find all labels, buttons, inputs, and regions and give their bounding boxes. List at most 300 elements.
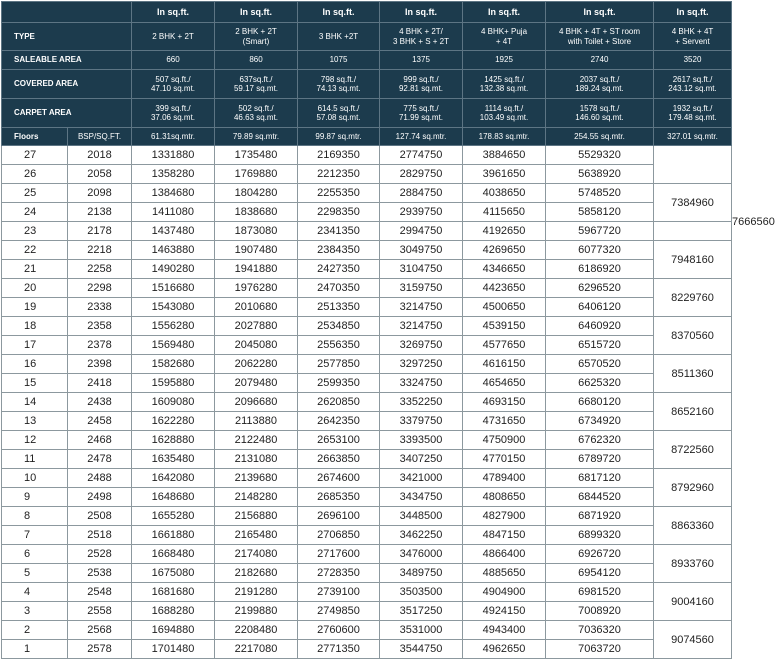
floor-row <box>2 393 732 412</box>
unit-price: 2749850 <box>298 602 380 621</box>
unit-price: 6570520 <box>546 355 654 374</box>
unit-covered-text: 47.10 sq.mt. <box>150 84 196 93</box>
unit-price: 1516680 <box>132 279 215 298</box>
unit-price: 4038650 <box>463 184 546 203</box>
unit-carpet-text: 1578 sq.ft./ <box>579 103 620 113</box>
unit-price: 3352250 <box>380 393 463 412</box>
floor-row <box>2 488 732 507</box>
unit-saleable <box>380 51 463 70</box>
unit-price: 4423650 <box>463 279 546 298</box>
bsp-rate: 2478 <box>68 450 132 469</box>
floor-row <box>2 602 732 621</box>
unit-carpet-text: 179.48 sq.mt. <box>668 113 717 122</box>
unit-covered-text: 74.13 sq.mt. <box>316 84 361 93</box>
unit-type-text: 3 BHK +2T <box>318 31 359 41</box>
unit-price: 1804280 <box>215 184 298 203</box>
unit-price: 6954120 <box>546 564 654 583</box>
unit-carpet-text: 502 sq.ft./ <box>238 103 274 113</box>
covered-label: COVERED AREA <box>2 70 132 99</box>
unit-price: 6899320 <box>546 526 654 545</box>
floor-number: 24 <box>2 203 68 222</box>
servent-unit-price: 7948160 <box>654 241 732 279</box>
unit-metric <box>298 128 380 146</box>
unit-price: 6734920 <box>546 412 654 431</box>
unit-price: 2706850 <box>298 526 380 545</box>
servent-unit-price: 8792960 <box>654 469 732 507</box>
unit-price: 4500650 <box>463 298 546 317</box>
unit-covered-text: 999 sq.ft./ <box>403 74 439 84</box>
unit-price: 2298350 <box>298 203 380 222</box>
unit-price: 2599350 <box>298 374 380 393</box>
unit-price: 7008920 <box>546 602 654 621</box>
bsp-rate: 2358 <box>68 317 132 336</box>
unit-price: 1648680 <box>132 488 215 507</box>
unit-carpet-text: 103.49 sq.mt. <box>479 113 529 122</box>
unit-price: 1941880 <box>215 260 298 279</box>
unit-row <box>2 2 732 23</box>
unit-carpet <box>463 99 546 128</box>
unit-price: 4827900 <box>463 507 546 526</box>
unit-price: 4962650 <box>463 640 546 659</box>
floor-number: 17 <box>2 336 68 355</box>
bsp-rate: 2458 <box>68 412 132 431</box>
unit-price: 1655280 <box>132 507 215 526</box>
unit-price: 6926720 <box>546 545 654 564</box>
unit-price: 3476000 <box>380 545 463 564</box>
floor-row <box>2 507 732 526</box>
unit-label-text: In sq.ft. <box>322 6 355 17</box>
unit-price: 4924150 <box>463 602 546 621</box>
unit-label-text: In sq.ft. <box>405 6 437 17</box>
floor-number: 2 <box>2 621 68 640</box>
unit-carpet-text: 1114 sq.ft./ <box>484 103 524 113</box>
unit-price: 3324750 <box>380 374 463 393</box>
unit-metric <box>654 128 732 146</box>
unit-price: 5748520 <box>546 184 654 203</box>
unit-covered <box>298 70 380 99</box>
bsp-rate: 2378 <box>68 336 132 355</box>
unit-price: 1681680 <box>132 583 215 602</box>
unit-price: 5858120 <box>546 203 654 222</box>
unit-label <box>132 2 215 23</box>
unit-price: 3159750 <box>380 279 463 298</box>
servent-unit-price: 9074560 <box>654 621 732 659</box>
unit-price: 2728350 <box>298 564 380 583</box>
unit-price: 4577650 <box>463 336 546 355</box>
bsp-label: BSP/SQ.FT. <box>68 128 132 146</box>
unit-carpet-text: 146.60 sq.mt. <box>575 113 624 122</box>
unit-price: 2513350 <box>298 298 380 317</box>
unit-covered-text: 2037 sq.ft./ <box>579 74 620 84</box>
unit-price: 2010680 <box>215 298 298 317</box>
unit-type-text: 2 BHK + 2T <box>152 31 194 41</box>
bsp-rate: 2058 <box>68 165 132 184</box>
bsp-rate: 2218 <box>68 241 132 260</box>
unit-price: 3421000 <box>380 469 463 488</box>
unit-type <box>215 23 298 51</box>
unit-price: 6406120 <box>546 298 654 317</box>
unit-carpet <box>298 99 380 128</box>
unit-metric-text: 178.83 sq.mtr. <box>478 131 530 141</box>
unit-price: 2994750 <box>380 222 463 241</box>
floor-row <box>2 431 732 450</box>
saleable-row <box>2 51 732 70</box>
unit-price: 3379750 <box>380 412 463 431</box>
unit-price: 4346650 <box>463 260 546 279</box>
unit-saleable-text: 660 <box>166 55 180 65</box>
floor-row <box>2 279 732 298</box>
floor-number: 1 <box>2 640 68 659</box>
floors-label: Floors <box>2 128 68 146</box>
unit-carpet-text: 37.06 sq.mt. <box>150 113 196 122</box>
floor-number: 16 <box>2 355 68 374</box>
bsp-rate: 2338 <box>68 298 132 317</box>
unit-covered-text: 1425 sq.ft./ <box>484 74 524 84</box>
unit-type <box>298 23 380 51</box>
unit-price: 2027880 <box>215 317 298 336</box>
unit-price: 2663850 <box>298 450 380 469</box>
unit-price: 6460920 <box>546 317 654 336</box>
unit-saleable-text: 3520 <box>683 55 702 65</box>
unit-covered-text: 637sq.ft./ <box>239 74 273 84</box>
unit-price: 2717600 <box>298 545 380 564</box>
unit-price: 2642350 <box>298 412 380 431</box>
unit-price: 1873080 <box>215 222 298 241</box>
bsp-rate: 2508 <box>68 507 132 526</box>
unit-price: 4616150 <box>463 355 546 374</box>
unit-price: 2620850 <box>298 393 380 412</box>
unit-price: 3884650 <box>463 146 546 165</box>
unit-price: 3517250 <box>380 602 463 621</box>
unit-type-text: (Smart) <box>242 36 270 46</box>
unit-price: 3269750 <box>380 336 463 355</box>
unit-price: 3961650 <box>463 165 546 184</box>
unit-price: 7036320 <box>546 621 654 640</box>
unit-saleable <box>463 51 546 70</box>
floor-row <box>2 165 732 184</box>
unit-price: 1769880 <box>215 165 298 184</box>
unit-metric-text: 127.74 sq.mtr. <box>395 131 447 141</box>
unit-price: 2169350 <box>298 146 380 165</box>
unit-price: 1668480 <box>132 545 215 564</box>
unit-price: 3434750 <box>380 488 463 507</box>
unit-price: 4885650 <box>463 564 546 583</box>
unit-price: 2653100 <box>298 431 380 450</box>
servent-unit-price: 8229760 <box>654 279 732 317</box>
unit-price: 2156880 <box>215 507 298 526</box>
unit-covered <box>132 70 215 99</box>
unit-type <box>132 23 215 51</box>
unit-price: 3544750 <box>380 640 463 659</box>
unit-price: 3104750 <box>380 260 463 279</box>
unit-price: 2760600 <box>298 621 380 640</box>
servent-unit-price: 9004160 <box>654 583 732 621</box>
unit-saleable <box>215 51 298 70</box>
unit-price: 1675080 <box>132 564 215 583</box>
unit-price: 2774750 <box>380 146 463 165</box>
unit-carpet-text: 46.63 sq.mt. <box>233 113 279 122</box>
unit-price: 4750900 <box>463 431 546 450</box>
unit-price: 6680120 <box>546 393 654 412</box>
unit-price: 5529320 <box>546 146 654 165</box>
unit-saleable <box>298 51 380 70</box>
unit-price: 4789400 <box>463 469 546 488</box>
unit-price: 2174080 <box>215 545 298 564</box>
bsp-rate: 2548 <box>68 583 132 602</box>
unit-price: 3049750 <box>380 241 463 260</box>
floor-number: 5 <box>2 564 68 583</box>
floor-row <box>2 317 732 336</box>
unit-price: 2148280 <box>215 488 298 507</box>
servent-unit-price: 8933760 <box>654 545 732 583</box>
floor-number: 18 <box>2 317 68 336</box>
unit-price: 2122480 <box>215 431 298 450</box>
unit-price: 3407250 <box>380 450 463 469</box>
bsp-rate: 2298 <box>68 279 132 298</box>
floor-row <box>2 336 732 355</box>
unit-price: 6762320 <box>546 431 654 450</box>
unit-price: 1582680 <box>132 355 215 374</box>
unit-metric-text: 61.31sq.mtr. <box>150 131 196 141</box>
unit-saleable-text: 1075 <box>329 55 348 65</box>
unit-price: 2674600 <box>298 469 380 488</box>
unit-price: 4539150 <box>463 317 546 336</box>
unit-label-text: In sq.ft. <box>240 6 272 17</box>
unit-price: 6981520 <box>546 583 654 602</box>
bsp-rate: 2568 <box>68 621 132 640</box>
servent-unit-price: 8722560 <box>654 431 732 469</box>
bsp-rate: 2578 <box>68 640 132 659</box>
bsp-rate: 2538 <box>68 564 132 583</box>
bsp-rate: 2018 <box>68 146 132 165</box>
unit-price: 1661880 <box>132 526 215 545</box>
unit-carpet <box>546 99 654 128</box>
unit-carpet <box>132 99 215 128</box>
floor-row: 24 2138 1411080 1838680 2298350 2939750 4115650 5858120 7666560 <box>2 203 732 222</box>
unit-covered-text: 507 sq.ft./ <box>155 74 191 84</box>
unit-type <box>654 23 732 51</box>
unit-label <box>380 2 463 23</box>
unit-price: 2139680 <box>215 469 298 488</box>
unit-price: 6817120 <box>546 469 654 488</box>
unit-price: 2829750 <box>380 165 463 184</box>
unit-covered <box>546 70 654 99</box>
unit-price: 6186920 <box>546 260 654 279</box>
unit-carpet <box>654 99 732 128</box>
floor-number: 21 <box>2 260 68 279</box>
unit-metric <box>132 128 215 146</box>
floor-number: 14 <box>2 393 68 412</box>
unit-covered-text: 243.12 sq.mt. <box>668 84 717 93</box>
unit-price: 6871920 <box>546 507 654 526</box>
floor-row <box>2 146 732 165</box>
unit-price: 2577850 <box>298 355 380 374</box>
unit-price: 1622280 <box>132 412 215 431</box>
unit-saleable <box>546 51 654 70</box>
unit-price: 3503500 <box>380 583 463 602</box>
unit-price: 4115650 <box>463 203 546 222</box>
unit-price: 3462250 <box>380 526 463 545</box>
bsp-rate: 2138 <box>68 203 132 222</box>
unit-price: 2113880 <box>215 412 298 431</box>
unit-price: 6515720 <box>546 336 654 355</box>
unit-price: 2199880 <box>215 602 298 621</box>
unit-type-text: 3 BHK + S + 2T <box>392 36 450 46</box>
floor-number: 23 <box>2 222 68 241</box>
unit-price: 5638920 <box>546 165 654 184</box>
unit-price: 6625320 <box>546 374 654 393</box>
floor-row <box>2 583 732 602</box>
unit-covered-text: 798 sq.ft./ <box>320 74 357 84</box>
unit-price: 1358280 <box>132 165 215 184</box>
unit-price: 3297250 <box>380 355 463 374</box>
unit-carpet-text: 614.5 sq.ft./ <box>317 103 360 113</box>
floor-number: 19 <box>2 298 68 317</box>
unit-covered-text: 189.24 sq.mt. <box>575 84 624 93</box>
unit-label-text: In sq.ft. <box>488 6 520 17</box>
unit-price: 2165480 <box>215 526 298 545</box>
unit-covered <box>380 70 463 99</box>
blank-header-cell <box>2 2 132 23</box>
floor-row <box>2 260 732 279</box>
unit-price: 1463880 <box>132 241 215 260</box>
unit-saleable-text: 1375 <box>412 55 430 65</box>
unit-price: 1384680 <box>132 184 215 203</box>
unit-price: 2212350 <box>298 165 380 184</box>
unit-price: 2939750 <box>380 203 463 222</box>
floor-row <box>2 222 732 241</box>
unit-price: 1694880 <box>132 621 215 640</box>
unit-price: 1628880 <box>132 431 215 450</box>
unit-price: 4269650 <box>463 241 546 260</box>
bsp-rate: 2418 <box>68 374 132 393</box>
floor-number: 8 <box>2 507 68 526</box>
servent-unit-price: 8511360 <box>654 355 732 393</box>
unit-type <box>463 23 546 51</box>
unit-price: 1976280 <box>215 279 298 298</box>
floor-number: 26 <box>2 165 68 184</box>
floor-row <box>2 469 732 488</box>
floor-row <box>2 184 732 203</box>
unit-price: 2191280 <box>215 583 298 602</box>
floor-row <box>2 640 732 659</box>
unit-covered <box>215 70 298 99</box>
unit-type-text: 4 BHK + 2T/ <box>399 27 443 37</box>
unit-metric <box>380 128 463 146</box>
floor-number: 4 <box>2 583 68 602</box>
bsp-rate: 2398 <box>68 355 132 374</box>
bsp-rate: 2468 <box>68 431 132 450</box>
carpet-label: CARPET AREA <box>2 99 132 128</box>
unit-price: 2556350 <box>298 336 380 355</box>
unit-type-text: 4 BHK+ Puja <box>480 27 528 37</box>
unit-covered-text: 2617 sq.ft./ <box>672 74 713 84</box>
unit-metric-text: 99.87 sq.mtr. <box>315 131 362 141</box>
unit-price: 2079480 <box>215 374 298 393</box>
floor-number: 27 <box>2 146 68 165</box>
bsp-rate: 2178 <box>68 222 132 241</box>
unit-covered-text: 132.38 sq.mt. <box>479 84 529 93</box>
unit-price: 2685350 <box>298 488 380 507</box>
price-table <box>1 1 775 659</box>
bsp-rate: 2098 <box>68 184 132 203</box>
floor-number: 7 <box>2 526 68 545</box>
floor-row <box>2 564 732 583</box>
unit-label <box>654 2 732 23</box>
floor-row <box>2 241 732 260</box>
unit-price: 4866400 <box>463 545 546 564</box>
servent-unit-price <box>654 146 732 184</box>
unit-label-text: In sq.ft. <box>157 6 189 17</box>
unit-type <box>546 23 654 51</box>
floor-row <box>2 545 732 564</box>
unit-price: 1331880 <box>132 146 215 165</box>
unit-price: 3393500 <box>380 431 463 450</box>
servent-unit-price: 8652160 <box>654 393 732 431</box>
unit-price: 2771350 <box>298 640 380 659</box>
type-row <box>2 23 732 51</box>
unit-type-text: + Servent <box>675 36 710 46</box>
floor-number: 13 <box>2 412 68 431</box>
unit-price: 1701480 <box>132 640 215 659</box>
unit-price: 6296520 <box>546 279 654 298</box>
floor-number: 3 <box>2 602 68 621</box>
unit-price: 1688280 <box>132 602 215 621</box>
floor-row <box>2 298 732 317</box>
unit-type-text: 4 BHK + 4T <box>671 27 714 37</box>
unit-type-text: + 4T <box>495 36 513 46</box>
unit-price: 2696100 <box>298 507 380 526</box>
floor-number: 25 <box>2 184 68 203</box>
unit-price: 2534850 <box>298 317 380 336</box>
bsp-rate: 2438 <box>68 393 132 412</box>
unit-metric-text: 254.55 sq.mtr. <box>574 131 625 141</box>
unit-metric-text: 79.89 sq.mtr. <box>232 131 280 141</box>
servent-unit-price: 8863360 <box>654 507 732 545</box>
unit-price: 2884750 <box>380 184 463 203</box>
unit-price: 4943400 <box>463 621 546 640</box>
unit-carpet-text: 57.08 sq.mt. <box>316 113 361 122</box>
unit-label-text: In sq.ft. <box>583 6 616 17</box>
unit-price: 2427350 <box>298 260 380 279</box>
unit-price: 1635480 <box>132 450 215 469</box>
unit-metric-text: 327.01 sq.mtr. <box>667 131 718 141</box>
unit-price: 2062280 <box>215 355 298 374</box>
unit-price: 2045080 <box>215 336 298 355</box>
servent-unit-price: 7384960 <box>654 184 732 222</box>
unit-label <box>546 2 654 23</box>
covered-row <box>2 70 732 99</box>
unit-carpet-text: 71.99 sq.mt. <box>398 113 444 122</box>
floor-row <box>2 450 732 469</box>
floor-row <box>2 355 732 374</box>
unit-price: 3448500 <box>380 507 463 526</box>
unit-metric <box>546 128 654 146</box>
unit-covered <box>463 70 546 99</box>
servent-unit-price: 8370560 <box>654 317 732 355</box>
type-label: TYPE <box>2 23 132 51</box>
metric-row <box>2 128 732 146</box>
unit-saleable-text: 860 <box>249 55 263 65</box>
unit-carpet-text: 1932 sq.ft./ <box>672 103 713 113</box>
unit-covered <box>654 70 732 99</box>
unit-price: 1490280 <box>132 260 215 279</box>
unit-price: 1569480 <box>132 336 215 355</box>
unit-price: 5967720 <box>546 222 654 241</box>
floor-number: 20 <box>2 279 68 298</box>
price-rows <box>2 146 775 659</box>
unit-price: 4731650 <box>463 412 546 431</box>
